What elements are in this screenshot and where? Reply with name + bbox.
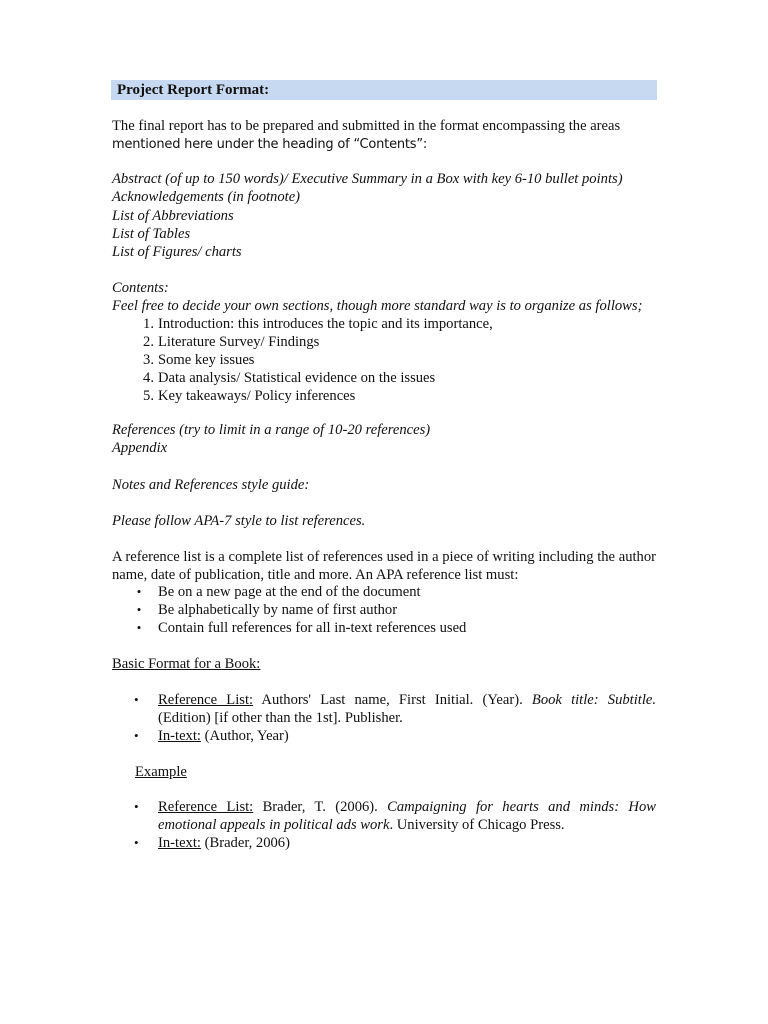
reference-list-label: Reference List: bbox=[158, 799, 254, 815]
in-text-label: In-text: bbox=[158, 728, 201, 744]
reference-list-paragraph: A reference list is a complete list of references used in a piece of writing including the author name, date of publication, title and more. An APA reference list must: bbox=[112, 549, 656, 583]
example-book-title: Campaigning for hearts and minds: How emotional appeals in political ads work bbox=[158, 799, 656, 833]
section-heading-bar bbox=[111, 80, 657, 100]
book-format-reference-list: • Reference List: Authors' Last name, First Initial. (Year). Book title: Subtitle. (Edition) [if other than the 1st]. Publisher. bbox=[134, 692, 657, 726]
front-matter-acknowledgements: Acknowledgements (in footnote) bbox=[112, 189, 301, 205]
front-matter-abbreviations: List of Abbreviations bbox=[112, 208, 234, 224]
reference-list-label: Reference List: bbox=[158, 692, 254, 708]
contents-instruction: Feel free to decide your own sections, though more standard way is to organize as follows; bbox=[112, 298, 643, 314]
bullet-icon: • bbox=[134, 692, 139, 707]
reference-rules-list bbox=[136, 583, 656, 637]
list-item: 3. Some key issues bbox=[143, 352, 255, 368]
page-title: Project Report Format: bbox=[117, 82, 270, 98]
book-title-placeholder: Book title: Subtitle. bbox=[531, 692, 657, 708]
front-matter-tables: List of Tables bbox=[112, 226, 191, 242]
in-text-label: In-text: bbox=[158, 835, 201, 851]
bullet-icon: • bbox=[136, 584, 142, 599]
back-matter-references: References (try to limit in a range of 10-20 references) bbox=[112, 422, 431, 438]
front-matter-figures: List of Figures/ charts bbox=[112, 244, 242, 260]
example-heading: Example bbox=[135, 764, 187, 780]
list-item: • Be alphabetically by name of first author bbox=[158, 601, 656, 619]
example-in-text: • In-text: (Brader, 2006) bbox=[134, 835, 290, 851]
list-item: • Contain full references for all in-text references used bbox=[158, 619, 656, 637]
list-item: 1. Introduction: this introduces the topic and its importance, bbox=[143, 316, 493, 332]
back-matter-appendix: Appendix bbox=[112, 440, 168, 456]
list-item: 4. Data analysis/ Statistical evidence on the issues bbox=[143, 370, 436, 386]
front-matter-abstract: Abstract (of up to 150 words)/ Executive Summary in a Box with key 6-10 bullet points) bbox=[112, 171, 623, 187]
contents-list bbox=[143, 315, 656, 405]
list-item: 2. Literature Survey/ Findings bbox=[143, 334, 320, 350]
list-item: • Be on a new page at the end of the document bbox=[158, 583, 656, 601]
book-format-in-text: • In-text: (Author, Year) bbox=[134, 728, 289, 744]
intro-line-1: The final report has to be prepared and submitted in the format encompassing the areas bbox=[112, 118, 621, 134]
bullet-icon: • bbox=[134, 835, 139, 850]
list-item: 5. Key takeaways/ Policy inferences bbox=[143, 388, 356, 404]
bullet-icon: • bbox=[134, 799, 139, 814]
intro-line-2: mentioned here under the heading of “Contents”: bbox=[112, 137, 428, 152]
apa-instruction: Please follow APA-7 style to list references. bbox=[112, 513, 366, 529]
notes-heading: Notes and References style guide: bbox=[112, 477, 310, 493]
bullet-icon: • bbox=[136, 620, 142, 635]
bullet-icon: • bbox=[134, 728, 139, 743]
bullet-icon: • bbox=[136, 602, 142, 617]
example-reference-list: • Reference List: Brader, T. (2006). Campaigning for hearts and minds: How emotional appeals in political ads work. University of Chicago Press. bbox=[134, 799, 656, 833]
contents-label: Contents: bbox=[112, 280, 169, 296]
book-format-heading: Basic Format for a Book: bbox=[112, 656, 261, 672]
